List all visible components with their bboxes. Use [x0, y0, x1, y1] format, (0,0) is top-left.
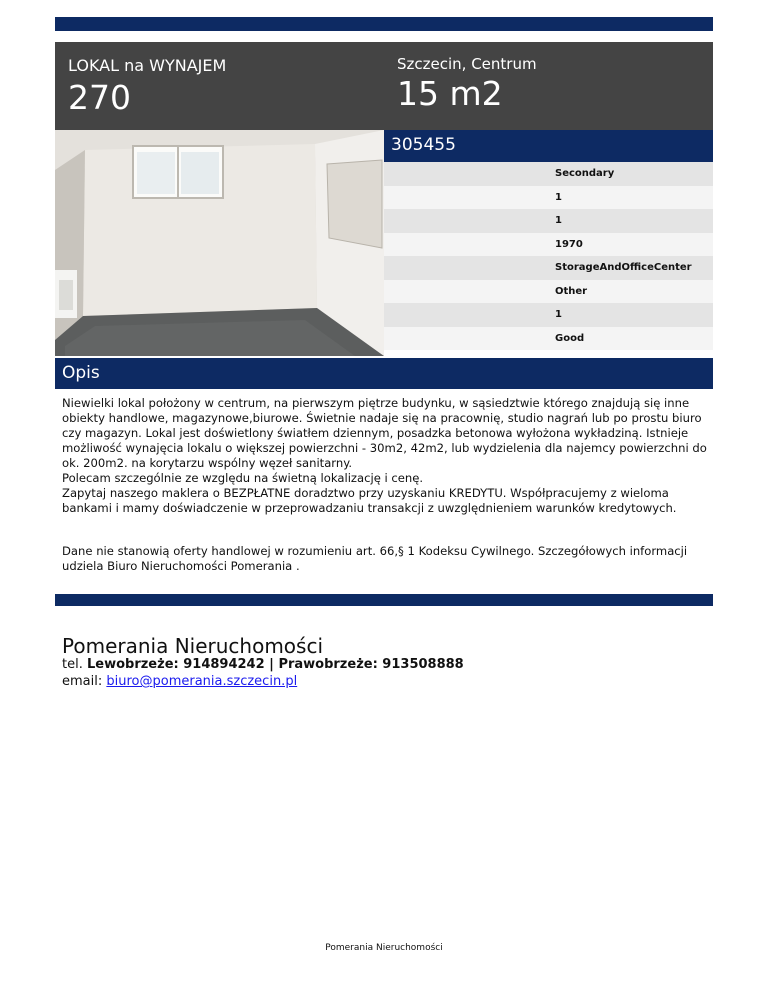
- disclaimer: Dane nie stanowią oferty handlowej w rozumieniu art. 66,§ 1 Kodeksu Cywilnego. Szczegółowych informacji udziela Biuro Nieruchomości Pomerania .: [62, 544, 688, 573]
- email-label: email:: [62, 674, 103, 689]
- listing-id: 305455: [384, 130, 713, 162]
- detail-row: StorageAndOfficeCenter: [384, 256, 713, 280]
- agency-name: Pomerania Nieruchomości: [62, 634, 324, 658]
- listing-type: LOKAL na WYNAJEM: [68, 56, 227, 75]
- agency-phone: [62, 657, 464, 672]
- details-table: [384, 162, 713, 350]
- agency-email: [62, 674, 297, 689]
- description-paragraph: Niewielki lokal położony w centrum, na pierwszym piętrze budynku, w sąsiedztwie którego znajdują się inne obiekty handlowe, magazynowe,biurowe. Świetnie nadaje się na pracownię, studio nagrań lub po prostu biuro czy magazyn. Lokal jest doświetlony światłem dziennym, posadzka betonowa wyłożona wykładziną. Istnieje możliwość wynajęcia lokalu o większej powierzchni - 30m2, 42m2, lub wydzielenia dla najemcy powierzchni do ok. 200m2. na korytarzu wspólny węzeł sanitarny.: [62, 396, 707, 470]
- phone-numbers: Lewobrzeże: 914894242 | Prawobrzeże: 913508888: [86, 657, 464, 672]
- detail-row: Other: [384, 280, 713, 304]
- section-divider-bar: [55, 594, 713, 606]
- listing-location: Szczecin, Centrum: [397, 55, 537, 73]
- detail-row: Good: [384, 327, 713, 351]
- description-heading: Opis: [55, 358, 713, 389]
- detail-row: Secondary: [384, 162, 713, 186]
- description-body: [62, 396, 712, 516]
- listing-area: 15 m2: [397, 74, 503, 113]
- top-accent-bar: [55, 17, 713, 31]
- listing-price: 270: [68, 78, 131, 117]
- detail-row: 1: [384, 186, 713, 210]
- detail-row: 1970: [384, 233, 713, 257]
- listing-header: [55, 42, 713, 130]
- description-paragraph: Polecam szczególnie ze względu na świetną lokalizację i cenę.: [62, 471, 424, 485]
- page-footer: Pomerania Nieruchomości: [325, 943, 443, 953]
- detail-row: 1: [384, 209, 713, 233]
- phone-label: tel.: [62, 657, 83, 672]
- description-paragraph: Zapytaj naszego maklera o BEZPŁATNE doradztwo przy uzyskaniu KREDYTU. Współpracujemy z wieloma bankami i mamy doświadczenie w przeprowadzaniu transakcji z uwzględnieniem warunków kredytowych.: [62, 486, 677, 515]
- detail-row: 1: [384, 303, 713, 327]
- email-link[interactable]: biuro@pomerania.szczecin.pl: [106, 674, 298, 689]
- property-photo: [55, 130, 384, 356]
